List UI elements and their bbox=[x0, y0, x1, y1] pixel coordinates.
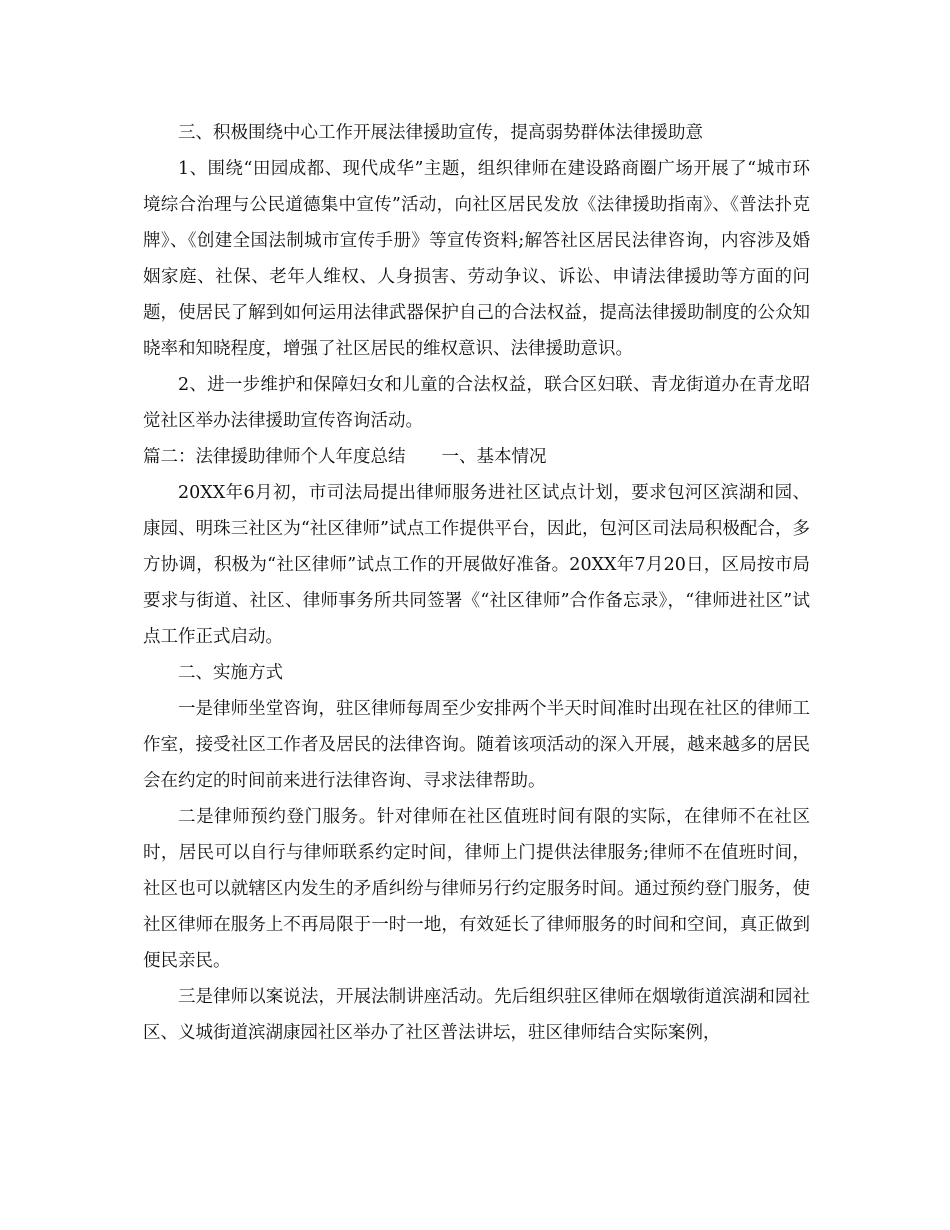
paragraph-heading-two: 二、实施方式 bbox=[178, 663, 283, 683]
paragraph-item-1: 1、围绕“田园成都、现代成华”主题，组织律师在建设路商圈广场开展了“城市环境综合治理与公民道德集中宣传”活动，向社区居民发放《法律援助指南》、《普法扑克牌》、《创建全国法制城市宣传手册》等宣传资料;解答社区居民法律咨询，内容涉及婚姻家庭、社保、老年人维权、人身损害、劳动争议、诉讼、申请法律援助等方面的问题，使居民了解到如何运用法律武器保护自己的合法权益，提高法律援助制度的公众知晓率和知晓程度，增强了社区居民的维权意识、法律援助意识。 bbox=[143, 159, 810, 359]
paragraph-method-one: 一是律师坐堂咨询，驻区律师每周至少安排两个半天时间准时出现在社区的律师工作室，接受社区工作者及居民的法律咨询。随着该项活动的深入开展，越来越多的居民会在约定的时间前来进行法律咨询、寻求法律帮助。 bbox=[143, 699, 810, 791]
paragraph-method-three: 三是律师以案说法，开展法制讲座活动。先后组织驻区律师在烟墩街道滨湖和园社区、义城街道滨湖康园社区举办了社区普法讲坛，驻区律师结合实际案例， bbox=[143, 987, 810, 1043]
section-heading bbox=[143, 439, 810, 475]
paragraph-background: 20XX年6月初，市司法局提出律师服务进社区试点计划，要求包河区滨湖和园、康园、明珠三社区为“社区律师”试点工作提供平台，因此，包河区司法局积极配合，多方协调，积极为“社区律师”试点工作的开展做好准备。20XX年7月20日，区局按市局要求与街道、社区、律师事务所共同签署《“社区律师”合作备忘录》，“律师进社区”试点工作正式启动。 bbox=[143, 483, 810, 647]
section-heading-sub: 一、基本情况 bbox=[441, 447, 547, 467]
paragraph-item-2: 2、进一步维护和保障妇女和儿童的合法权益，联合区妇联、青龙街道办在青龙昭觉社区举办法律援助宣传咨询活动。 bbox=[143, 375, 810, 431]
paragraph-heading-three: 三、积极围绕中心工作开展法律援助宣传，提高弱势群体法律援助意 bbox=[178, 123, 703, 143]
section-heading-part: 篇二：法律援助律师个人年度总结 bbox=[143, 447, 406, 467]
paragraph-method-two: 二是律师预约登门服务。针对律师在社区值班时间有限的实际，在律师不在社区时，居民可以自行与律师联系约定时间，律师上门提供法律服务;律师不在值班时间，社区也可以就辖区内发生的矛盾纠纷与律师另行约定服务时间。通过预约登门服务，使社区律师在服务上不再局限于一时一地，有效延长了律师服务的时间和空间，真正做到便民亲民。 bbox=[143, 807, 810, 971]
